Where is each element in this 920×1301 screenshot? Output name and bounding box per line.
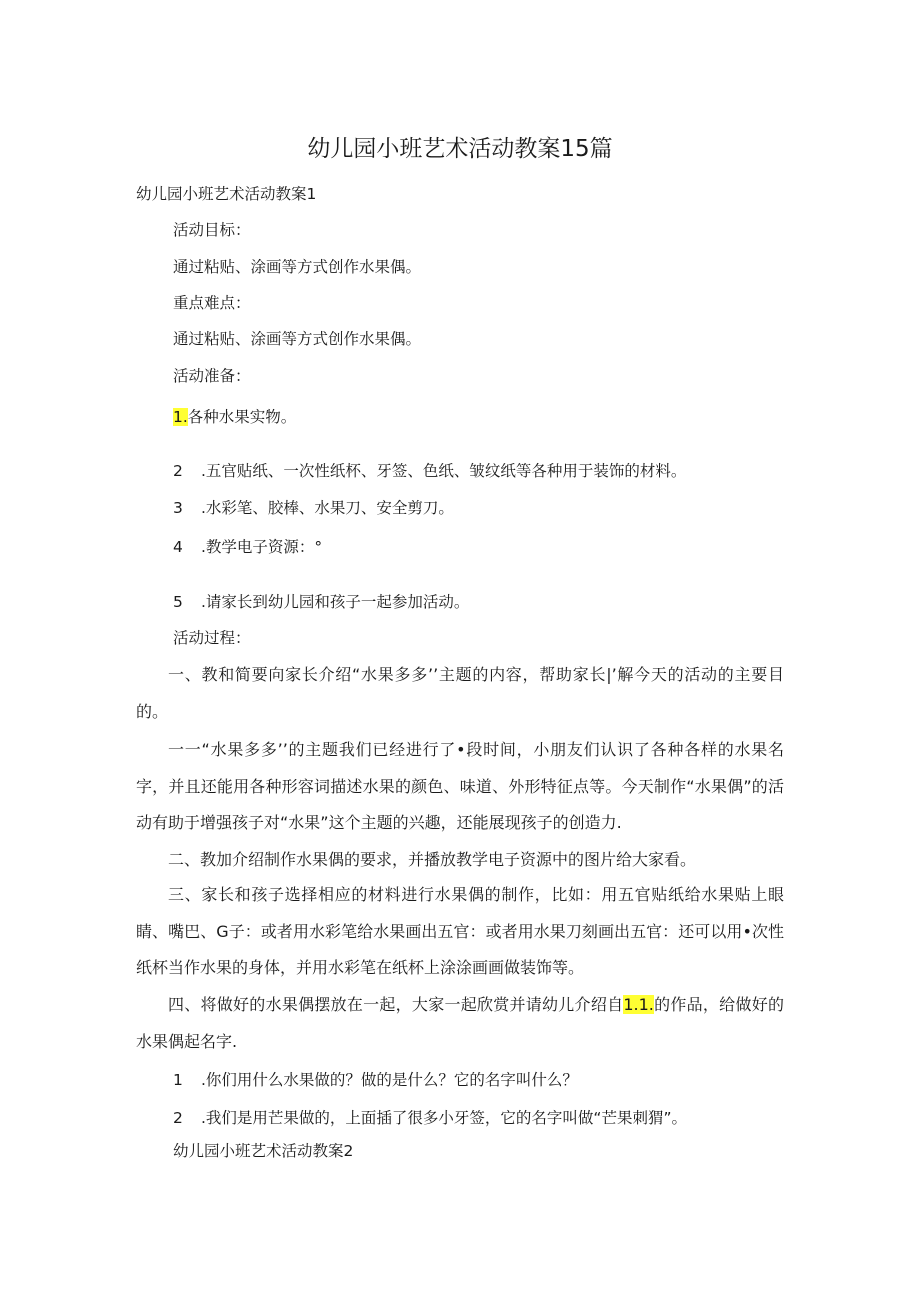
paragraph-text: 四、将做好的水果偶摆放在一起，大家一起欣赏并请幼儿介绍自 xyxy=(168,995,624,1014)
goal-label: 活动目标： xyxy=(173,221,251,239)
prep-item-number: 4 xyxy=(173,538,183,556)
prep-item xyxy=(173,536,322,558)
answer-text: .你们用什么水果做的？做的是什么？它的名字叫什么？ xyxy=(201,1071,578,1089)
process-label: 活动过程： xyxy=(173,629,251,647)
process-paragraph: 一、教和简要向家长介绍“水果多多’’主题的内容，帮助家长|’解今天的活动的主要目的。 xyxy=(136,665,784,721)
prep-label: 活动准备： xyxy=(173,367,251,385)
prep-item xyxy=(173,460,686,482)
prep-item-number: 3 xyxy=(173,499,183,517)
answer-number: 1 xyxy=(173,1071,183,1089)
prep-item-text: .教学电子资源：° xyxy=(201,538,323,556)
answer-item xyxy=(173,1107,687,1129)
prep-item-number: 5 xyxy=(173,593,183,611)
answer-text: .我们是用芒果做的，上面插了很多小牙签，它的名字叫做“芒果刺猬”。 xyxy=(201,1109,687,1127)
prep-item xyxy=(173,406,296,428)
answer-item xyxy=(173,1069,578,1091)
goal-text: 通过粘贴、涂画等方式创作水果偶。 xyxy=(173,258,422,276)
highlighted-text: 1.1. xyxy=(623,995,654,1014)
prep-item-text: .五官贴纸、一次性纸杯、牙签、色纸、皱纹纸等各种用于装饰的材料。 xyxy=(201,462,687,480)
prep-item-number: 2 xyxy=(173,462,183,480)
document-title: 幼儿园小班艺术活动教案15篇 xyxy=(307,136,613,162)
process-paragraph xyxy=(136,987,784,1060)
section-heading-2: 幼儿园小班艺术活动教案2 xyxy=(173,1142,354,1160)
prep-item-text: .请家长到幼儿园和孩子一起参加活动。 xyxy=(201,593,470,611)
paragraph-text: 的作品，给做好的水果偶起名字. xyxy=(136,995,784,1051)
prep-item xyxy=(173,591,469,613)
prep-item xyxy=(173,497,454,519)
answer-number: 2 xyxy=(173,1109,183,1127)
key-label: 重点难点： xyxy=(173,294,251,312)
process-paragraph: 三、家长和孩子选择相应的材料进行水果偶的制作，比如：用五官贴纸给水果贴上眼睛、嘴巴、G子：或者用水彩笔给水果画出五官：或者用水果刀刻画出五官：还可以用•次性纸杯当作水果的身体，并用水彩笔在纸杯上涂涂画画做装饰等。 xyxy=(136,885,784,977)
key-text: 通过粘贴、涂画等方式创作水果偶。 xyxy=(173,330,422,348)
section-heading-1: 幼儿园小班艺术活动教案1 xyxy=(136,185,317,203)
prep-item-text: 各种水果实物。 xyxy=(187,408,297,426)
process-paragraph: 二、教加介绍制作水果偶的要求，并播放教学电子资源中的图片给大家看。 xyxy=(168,850,697,869)
process-paragraph: 一一“水果多多’’的主题我们已经进行了•段时间，小朋友们认识了各种各样的水果名字，并且还能用各种形容词描述水果的颜色、味道、外形特征点等。今天制作“水果偶”的活动有助于增强孩子对“水果”这个主题的兴趣，还能展现孩子的创造力. xyxy=(136,740,784,832)
prep-item-number: 1. xyxy=(173,408,188,426)
prep-item-text: .水彩笔、胶棒、水果刀、安全剪刀。 xyxy=(201,499,454,517)
